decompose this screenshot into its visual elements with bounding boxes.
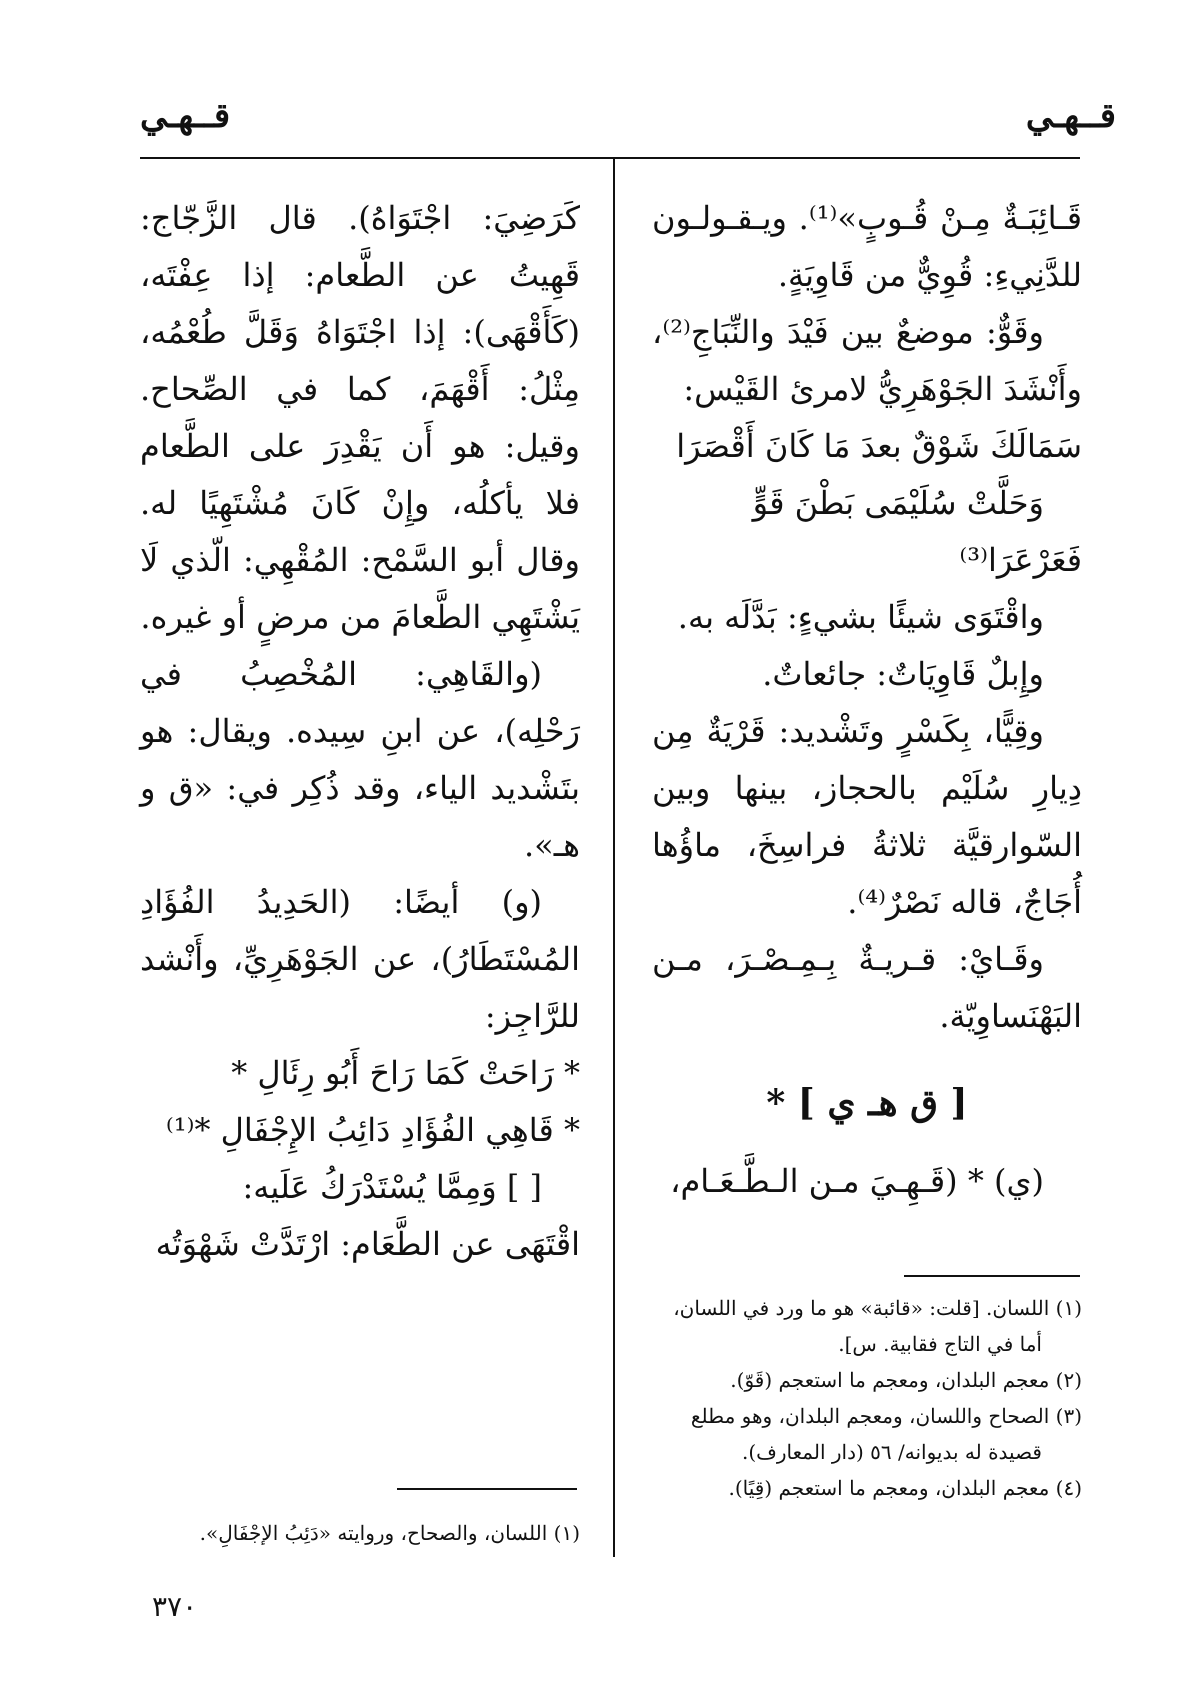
footnote-line: أما في التاج فقابية. س]. [838, 1332, 1042, 1356]
entry-paragraph: وإِبلٌ قَاوِيَاتٌ: جائعاتٌ. [762, 655, 1044, 693]
entry-paragraph: (والقَاهِي: المُخْصِبُ في رَحْلِه)، عن ابنِ سِيده. ويقال: هو بتَشْديد الياء، وقد ذُكِر في: «ق و هـ». [140, 655, 580, 864]
entry-paragraph: (و) أيضًا: (الحَدِيدُ الفُؤَادِ المُسْتَطَارُ)، عن الجَوْهَرِيِّ، وأَنْشد للرَّاجِز: [140, 883, 580, 1035]
entry-paragraph: (ي) * (قَـهِـيَ مـن الـطَّـعَـام، [670, 1162, 1044, 1200]
entry-paragraph: اقْتَهَى عن الطَّعَام: ارْتَدَّتْ شَهْوَتُه [155, 1225, 580, 1263]
footnote-rule-left [397, 1488, 577, 1490]
poetry-verse: * قَاهِي الفُؤَادِ دَائِبُ الإِجْفَالِ *⁽¹⁾ [165, 1111, 580, 1149]
poetry-verse: * رَاحَتْ كَمَا رَاحَ أَبُو رِئَالِ * [231, 1054, 580, 1092]
entry-paragraph: قَـائِبَـةٌ مِـنْ قُـوبٍ»⁽¹⁾. ويـقـولـون للدَّنِيءِ: قُوِيٌّ من قَاوِيَةٍ. [652, 199, 1083, 294]
right-column [652, 190, 1082, 1210]
left-column [140, 190, 580, 1273]
entry-paragraph: كَرَضِيَ: اجْتَوَاهُ). قال الزَّجّاج: قَهِيتُ عن الطَّعام: إذا عِفْتَه، (كَأَقْهَى): إذا اجْتَوَاهُ وَقَلَّ طُعْمُه، مِثْلُ: أَقْهَمَ، كما في الصِّحاح. وقيل: هو أَن يَقْدِرَ على الطَّعام فلا يأكلُه، وإِنْ كَانَ مُشْتَهِيًا له. وقال أبو السَّمْح: المُقْهِي: الّذي لَا يَشْتَهِي الطَّعامَ من مرضٍ أو غيره. [140, 199, 580, 636]
column-divider [613, 157, 615, 1557]
running-head-right: قــهـي [1025, 96, 1116, 136]
footnote-line: (٤) معجم البلدان، ومعجم ما استعجم (قِيًا). [728, 1476, 1082, 1500]
poetry-verse: سَمَالَكَ شَوْقٌ بعدَ مَا كَانَ أَقْصَرَا [676, 427, 1082, 465]
footnote-line: (٢) معجم البلدان، ومعجم ما استعجم (قَوّ). [730, 1368, 1082, 1392]
footnote-rule-right [904, 1275, 1080, 1277]
running-head-left: قــهـي [140, 96, 231, 136]
entry-paragraph: وقِيًّا، بِكَسْرٍ وتَشْديد: قَرْيَةٌ مِن دِيارِ سُلَيْم بالحجاز، بينها وبين السّوارقيَّة ثلاثةُ فراسِخَ، ماؤُها أُجَاجٌ، قاله نَصْرٌ⁽⁴⁾. [652, 712, 1082, 921]
footnote-line: (١) اللسان، والصحاح، وروايته «دَئِبُ الإجْفَالِ». [199, 1521, 580, 1545]
footnote-line: (١) اللسان. [قلت: «قائبة» هو ما ورد في اللسان، [673, 1296, 1082, 1320]
header-rule [140, 157, 1080, 159]
section-heading: [ ق هـ ي ] * [766, 1082, 968, 1124]
page-number: ٣٧٠ [152, 1590, 198, 1623]
footnote-line: (٣) الصحاح واللسان، ومعجم البلدان، وهو مطلع [690, 1404, 1082, 1428]
footnote-line: قصيدة له بديوانه/ ٥٦ (دار المعارف). [742, 1440, 1042, 1464]
footnotes-right [652, 1290, 1082, 1506]
entry-paragraph: واقْتَوَى شيئًا بشيءٍ: بَدَّلَه به. [677, 598, 1044, 636]
entry-paragraph: [ ] وَمِمَّا يُسْتَدْرَكُ عَلَيه: [242, 1168, 542, 1206]
entry-paragraph: وقَوٌّ: موضعٌ بين فَيْدَ والنِّبَاجِ⁽²⁾، وأَنْشَدَ الجَوْهَرِيُّ لامرئ القَيْس: [652, 313, 1082, 408]
poetry-verse: وَحَلَّتْ سُلَيْمَى بَطْنَ قَوٍّ فَعَرْعَرَا⁽³⁾ [752, 484, 1082, 579]
footnotes-left [140, 1515, 580, 1551]
entry-paragraph: وقَـايْ: قـريـةٌ بِـمِـصْـرَ، مـن البَهْنَساوِيّة. [652, 940, 1082, 1035]
